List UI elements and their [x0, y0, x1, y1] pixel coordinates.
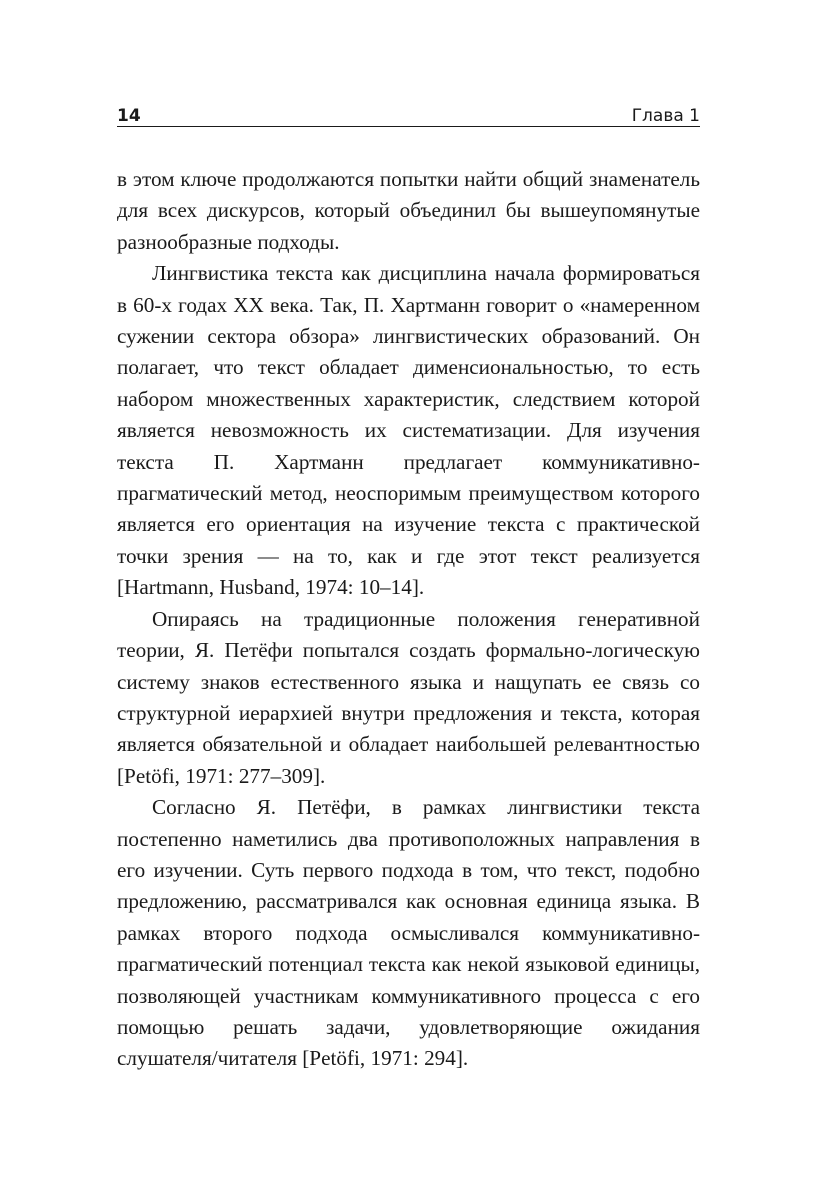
paragraph: Опираясь на традиционные положения генеративной теории, Я. Петёфи попытался создать формально-логическую систему знаков естественного языка и нащупать ее связь со структурной иерархией внутри предложения и текста, которая является обязательной и обладает наибольшей релевантностью [Petöfi, 1971: 277–309]. — [117, 606, 700, 788]
body-text — [117, 164, 700, 1075]
paragraph: Лингвистика текста как дисциплина начала формироваться в 60-х годах XX века. Так, П. Хартманн говорит о «намеренном сужении сектора обзора» лингвистических образований. Он полагает, что текст обладает дименсиональностью, то есть набором множественных характеристик, следствием которой является невозможность их систематизации. Для изучения текста П. Хартманн предлагает коммуникативно-прагматический метод, неоспоримым преимуществом которого является его ориентация на изучение текста с практической точки зрения — на то, как и где этот текст реализуется [Hartmann, Husband, 1974: 10–14]. — [117, 261, 700, 600]
running-head — [117, 104, 700, 126]
page-number: 14 — [117, 106, 141, 126]
paragraph-continued: в этом ключе продолжаются попытки найти общий знаменатель для всех дискурсов, который объединил бы вышеупомянутые разнообразные подходы. — [117, 167, 700, 254]
header-rule — [117, 126, 700, 127]
book-page — [117, 0, 700, 1200]
paragraph: Согласно Я. Петёфи, в рамках лингвистики текста постепенно наметились два противоположных направления в его изучении. Суть первого подхода в том, что текст, подобно предложению, рассматривался как основная единица языка. В рамках второго подхода осмысливался коммуникативно-прагматический потенциал текста как некой языковой единицы, позволяющей участникам коммуникативного процесса с его помощью решать задачи, удовлетворяющие ожидания слушателя/читателя [Petöfi, 1971: 294]. — [117, 795, 700, 1071]
chapter-title: Глава 1 — [631, 106, 700, 126]
